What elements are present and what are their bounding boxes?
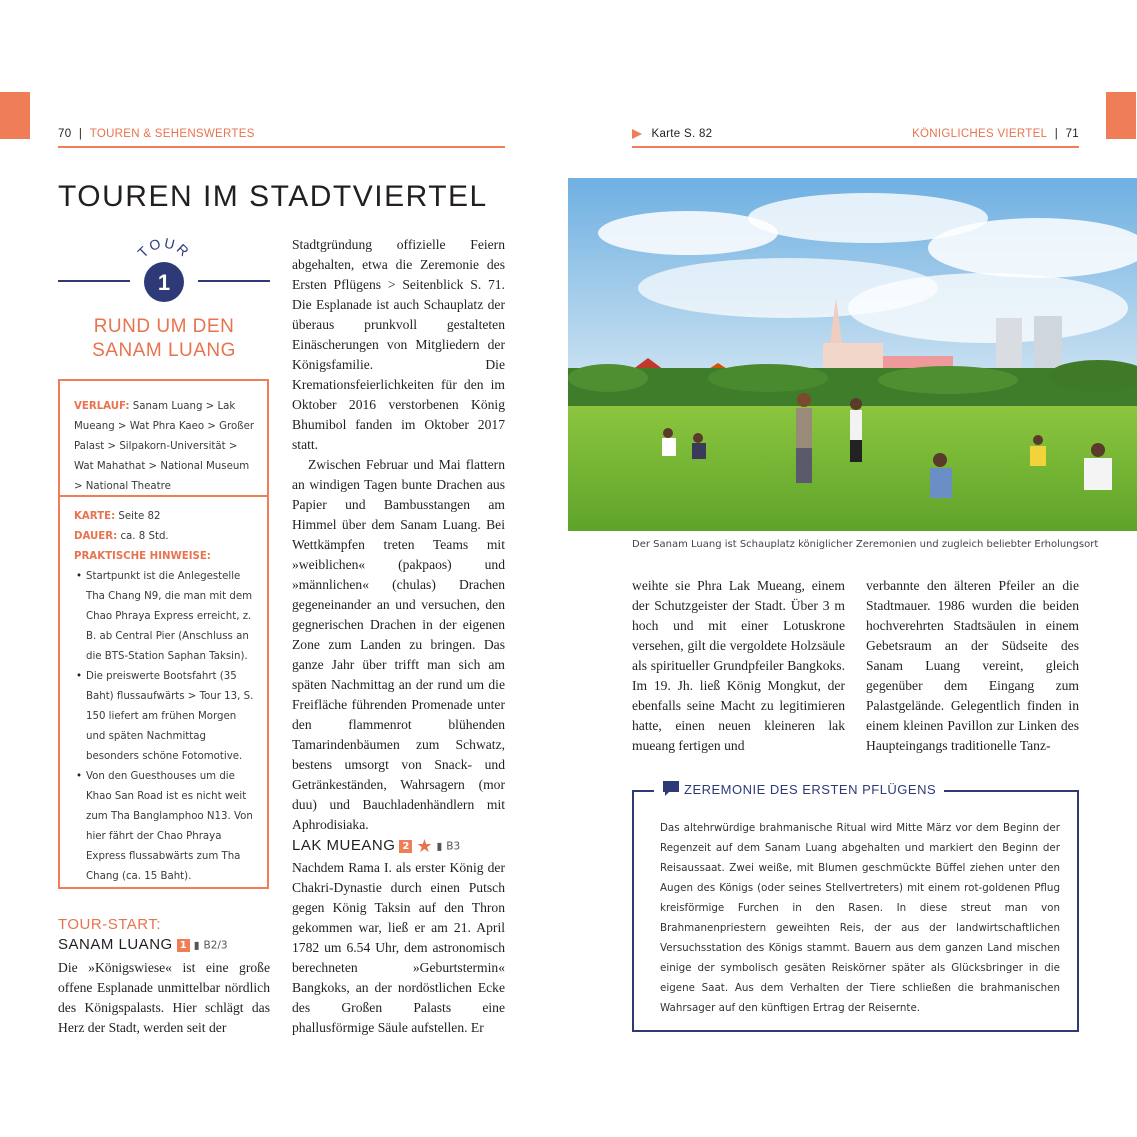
- header-separator: |: [1054, 128, 1059, 140]
- tour-title: [58, 315, 270, 363]
- section-title: TOUREN & SEHENSWERTES: [89, 128, 255, 140]
- section-title: KÖNIGLICHES VIERTEL: [912, 128, 1048, 140]
- column-3-text: [632, 576, 845, 756]
- tour-start-label: TOUR-START:: [58, 916, 162, 933]
- tour-title-line2: SANAM LUANG: [92, 340, 236, 361]
- col2-paragraph-1: Stadtgründung offizielle Feiern abgehalten, etwa die Zeremonie des Ersten Pflügens > Seitenblick S. 71. Die Esplanade ist auch Schauplatz der überaus prunkvoll gestalteten Einäscherungen von Mitgliedern der Königsfamilie. Die Kremationsfeierlichkeiten für den im Oktober 2016 verstorbenen König Bhumibol fanden im Oktober 2017 statt.: [292, 237, 505, 452]
- ceremony-info-box: [632, 781, 1079, 1032]
- map-reference[interactable]: Karte S. 82: [651, 128, 713, 140]
- col3-paragraph: weihte sie Phra Lak Mueang, einem der Schutzgeister der Stadt. Über 3 m hoch und mit einer Lotuskrone versehen, gilt die vergoldete Holzsäule als spiritueller Grundpfeiler Bangkoks. Im 19. Jh. ließ König Mongkut, der ebenfalls seine Macht zu legitimieren hatte, einen neuen kleineren lak mueang fertigen und: [632, 578, 845, 753]
- map-text: Seite 82: [118, 511, 161, 522]
- start-heading: SANAM LUANG: [58, 936, 173, 953]
- column-2-lower-text: [292, 858, 505, 1038]
- tour-emblem: [58, 238, 270, 304]
- left-running-header: [58, 128, 505, 148]
- duration-text: ca. 8 Std.: [120, 531, 169, 542]
- page-number: 70: [58, 128, 72, 140]
- info-box-text: Das altehrwürdige brahmanische Ritual wird Mitte März vor dem Beginn der Regenzeit auf dem Sanam Luang abgehalten und markiert den Beginn der Reisaussaat. Zwei weiße, mit Blumen geschmückte Büffel ziehen unter den Augen des Königs (oder seines Stellvertreters) mit einem rot-goldenen Pflug kreisförmige Furchen in den Rasen. In diese streut man von Brahmanenpriestern geweihten Reis, der aus der landwirtschaftlichen Versuchsstation des Königs stammt. Bauern aus dem ganzen Land mischen einige der symbolisch gesäten Reiskörner später als Glücksbringer in die eigene Saat. Aus dem Verhalten der Tiere schließen die brahmanischen Wahrsager auf den künftigen Ertrag der Reisernte.: [660, 822, 1060, 1014]
- info-box-header: [654, 780, 944, 798]
- right-running-header: [632, 128, 1079, 148]
- tour-number: 1: [157, 270, 171, 295]
- route-text: Sanam Luang > Lak Mueang > Wat Phra Kaeo > Großer Palast > Silpakorn-Universität > Wat Mahathat > National Museum > National Theatre: [74, 401, 255, 492]
- right-page-tab: [1106, 92, 1136, 139]
- left-page-tab: [0, 92, 30, 139]
- lak-heading: LAK MUEANG: [292, 837, 396, 855]
- map-arrow-icon: [632, 129, 642, 139]
- sanam-luang-photo: [568, 178, 1137, 531]
- tip-item: • Startpunkt ist die Anlegestelle Tha Chang N9, die man mit dem Chao Phraya Express erreicht, z. B. ab Central Pier (Anschluss an die BTS-Station Saphan Taksin).: [86, 567, 255, 667]
- column-4-text: [866, 576, 1079, 756]
- col2-paragraph-3: Nachdem Rama I. als erster König der Chakri-Dynastie durch einen Putsch gegen König Taksin auf den Thron gekommen war, ließ er am 21. April 1782 um 6.54 Uhr, dem astronomisch berechneten »Geburtstermin« Bangkoks, an der nordöstlichen Ecke des Großen Palasts eine phallusförmige Säule aufstellen. Er: [292, 860, 505, 1035]
- route-section: [60, 381, 267, 497]
- duration-label: DAUER:: [74, 531, 118, 542]
- header-separator: |: [78, 128, 83, 140]
- tip-item: • Von den Guesthouses um die Khao San Road ist es nicht weit zum Tha Banglamphoo N13. Von hier fährt der Chao Phraya Express flussabwärts zum Tha Chang (ca. 15 Baht).: [86, 767, 255, 887]
- lak-mueang-heading: [292, 836, 460, 857]
- map-book-icon: ▮: [193, 939, 200, 952]
- column-2-text: [292, 235, 505, 835]
- start-mapref: B2/3: [203, 939, 228, 952]
- tips-label: PRAKTISCHE HINWEISE:: [74, 551, 211, 562]
- start-paragraph: Die »Königswiese« ist eine große offene Esplanade unmittelbar nördlich des Königspalasts. Hier schlägt das Herz der Stadt, werden seit der: [58, 960, 270, 1035]
- route-label: VERLAUF:: [74, 401, 130, 412]
- tips-list: [74, 567, 255, 887]
- star-icon: ★: [416, 836, 433, 856]
- page-number: 71: [1065, 128, 1079, 140]
- column-1-text: [58, 958, 270, 1038]
- page-title: TOUREN IM STADTVIERTEL: [58, 180, 488, 213]
- practical-section: [60, 497, 267, 887]
- lak-badge: 2: [399, 840, 412, 853]
- tour-badge-icon: [130, 238, 198, 304]
- lak-mapref: B3: [446, 840, 461, 853]
- speech-bubble-icon: [662, 780, 680, 798]
- col2-paragraph-2: Zwischen Februar und Mai flattern an windigen Tagen bunte Drachen aus Papier und Bambusstangen am Himmel über dem Sanam Luang. Bei Wettkämpfen treten Teams mit »weiblichen« (pakpaos) und »männlichen« (chulas) Drachen gegeneinander an und versuchen, den gegnerischen Drachen in der eigenen Zone zum Landen zu bringen. Das ganze Jahr über trifft man sich am späten Nachmittag an der rund um die Freifläche führenden Promenade unter den flammenrot blühenden Tamarindenbäumen zum Schwatz, bestens umsorgt von Snack- und Getränkeständen, Wahrsagern (mor duu) und Bauchladenhändlern mit Aphrodisiaka.: [292, 457, 505, 832]
- tour-word: TOUR: [134, 238, 194, 261]
- tip-item: • Die preiswerte Bootsfahrt (35 Baht) flussaufwärts > Tour 13, S. 150 liefert am frühen Morgen und späten Nachmittag besonders schöne Fotomotive.: [86, 667, 255, 767]
- tour-start-heading: [58, 936, 228, 954]
- col4-paragraph: verbannte den älteren Pfeiler an die Stadtmauer. 1986 wurden die beiden hochverehrten Stadtsäulen in einem Gebetsraum an der Südseite des Sanam Luang vereint, gleich gegenüber dem Eingang zum Palastgelände. Gelegentlich finden in einem kleinen Pavillon zur Linken des Haupteingangs traditionelle Tanz-: [866, 578, 1079, 753]
- svg-text:TOUR: [134, 238, 193, 261]
- start-badge: 1: [177, 939, 190, 952]
- photo-caption: Der Sanam Luang ist Schauplatz königlicher Zeremonien und zugleich beliebter Erholungsort: [632, 539, 1099, 550]
- map-book-icon: ▮: [436, 840, 443, 853]
- tour-title-line1: RUND UM DEN: [93, 316, 235, 337]
- info-box-title: ZEREMONIE DES ERSTEN PFLÜGENS: [684, 781, 937, 797]
- right-header-end: [912, 128, 1079, 140]
- tour-info-box: [58, 379, 269, 889]
- map-label: KARTE:: [74, 511, 116, 522]
